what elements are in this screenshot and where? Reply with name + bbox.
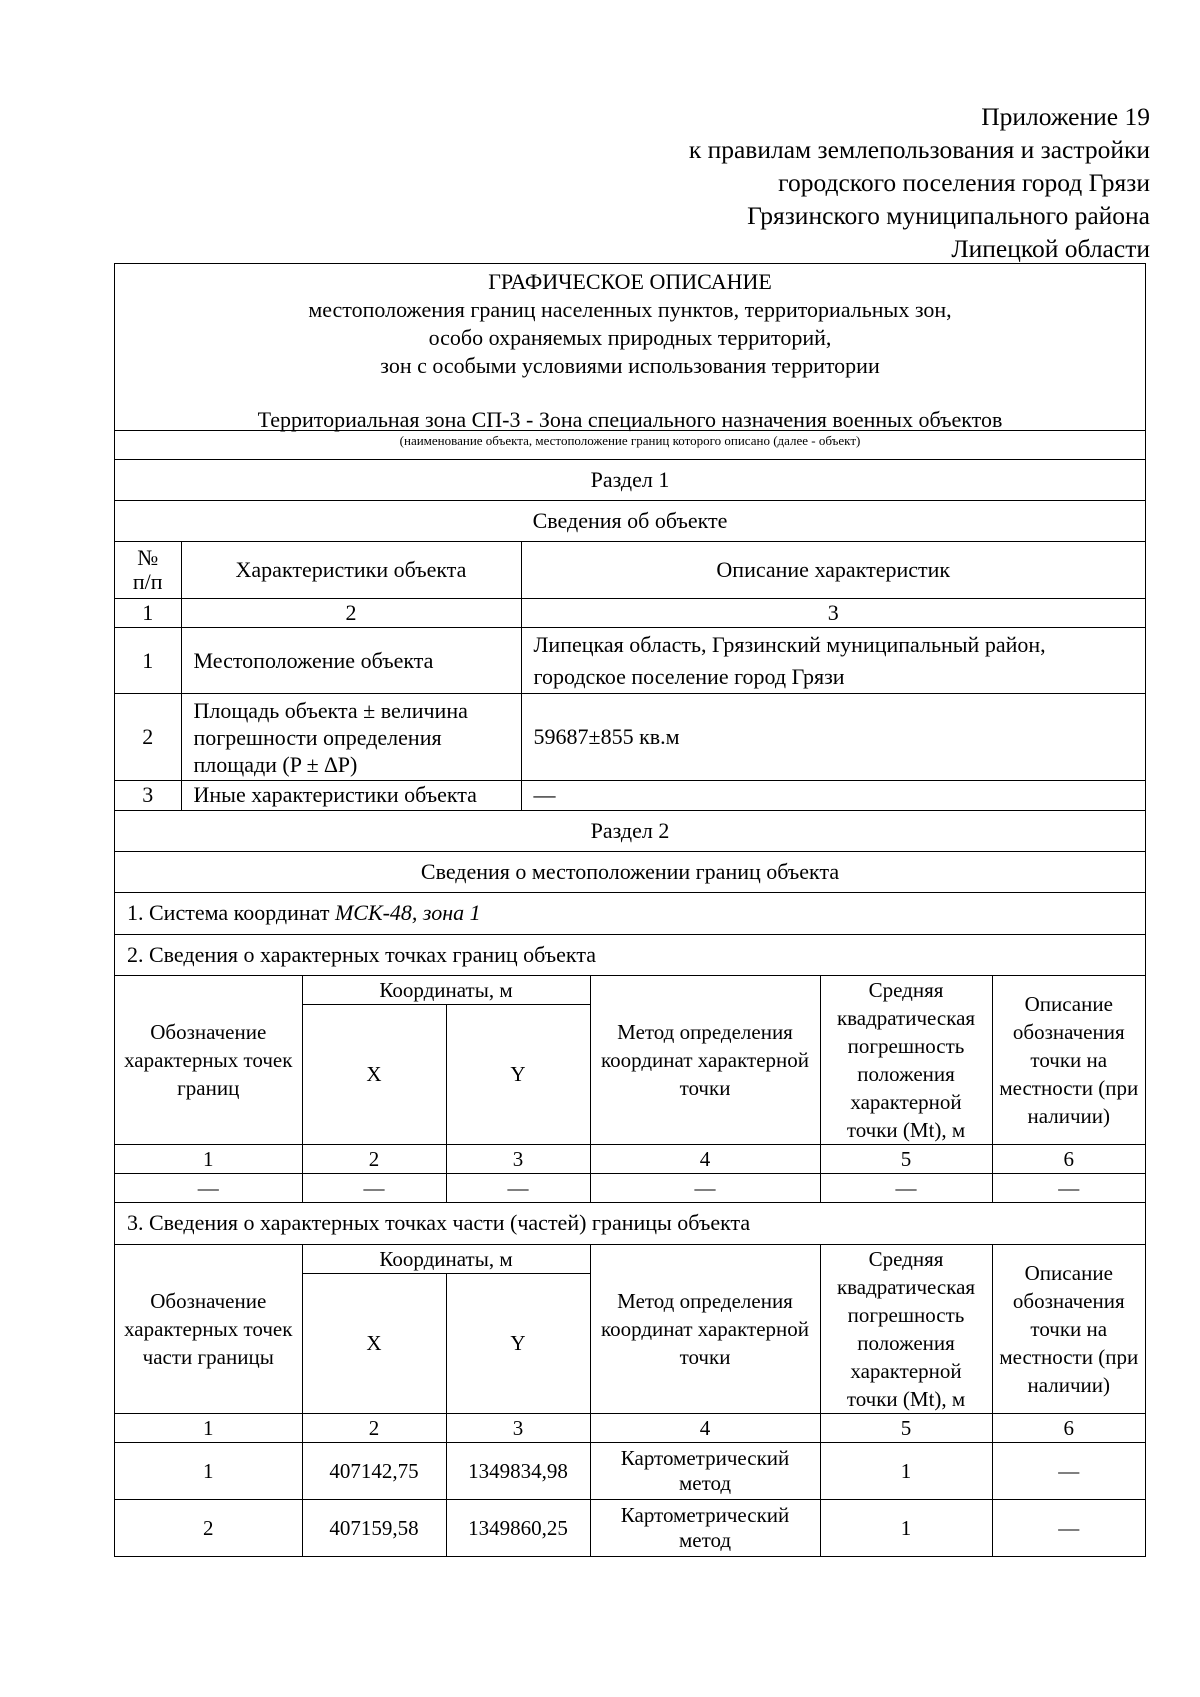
header-text: № п/п — [132, 545, 163, 594]
table-row — [115, 628, 1145, 694]
document-header — [115, 264, 1145, 430]
table-row — [115, 1499, 1145, 1556]
appendix-line: Грязинского муниципального района — [747, 201, 1150, 230]
header-x: X — [302, 1004, 446, 1144]
section2-subtitle: Сведения о местоположении границ объекта — [115, 851, 1145, 892]
header-coords: Координаты, м — [302, 975, 590, 1004]
row-name — [181, 694, 521, 781]
header-description: Описание обозначения точки на местности (при наличии) — [992, 975, 1145, 1144]
table-cell: Картометрический метод — [590, 1442, 820, 1499]
row-value-line: Липецкая область, Грязинский муниципальный район, — [533, 631, 1046, 657]
column-number: 2 — [181, 599, 521, 628]
column-number: 3 — [446, 1413, 590, 1442]
table-row — [115, 781, 1145, 810]
row-value: — — [521, 781, 1145, 810]
coordinate-system-line — [115, 892, 1145, 934]
appendix-line: к правилам землепользования и застройки — [688, 135, 1150, 164]
row-value-line: городское поселение город Грязи — [533, 663, 845, 689]
header-cell-char: Характеристики объекта — [181, 542, 521, 599]
column-number: 6 — [992, 1413, 1145, 1442]
column-number: 4 — [590, 1144, 820, 1173]
row-name-line: площади (P ± ∆P) — [193, 751, 358, 777]
parts-title: 3. Сведения о характерных точках части (частей) границы объекта — [127, 1209, 751, 1235]
table-cell: — — [992, 1499, 1145, 1556]
column-number: 4 — [590, 1413, 820, 1442]
header-error: Средняя квадратическая погрешность положения характерной точки (Mt), м — [820, 975, 992, 1144]
section2-title: Раздел 2 — [115, 810, 1145, 851]
row-name-line: Площадь объекта ± величина — [193, 697, 468, 723]
table-header-row — [115, 975, 1145, 1004]
document-frame — [114, 263, 1146, 1557]
row-name: Местоположение объекта — [181, 628, 521, 694]
table-row — [115, 1173, 1145, 1202]
table-row — [115, 1442, 1145, 1499]
table-cell: 1 — [820, 1442, 992, 1499]
section1-subtitle: Сведения об объекте — [115, 500, 1145, 541]
table-cell: — — [590, 1173, 820, 1202]
column-number: 2 — [302, 1413, 446, 1442]
table-cell: 1349860,25 — [446, 1499, 590, 1556]
row-number: 2 — [115, 694, 181, 781]
document-title: ГРАФИЧЕСКОЕ ОПИСАНИЕ — [488, 269, 772, 294]
column-number-row — [115, 1413, 1145, 1442]
column-number: 5 — [820, 1413, 992, 1442]
table-cell: 1 — [820, 1499, 992, 1556]
column-number: 1 — [115, 599, 181, 628]
header-coords: Координаты, м — [302, 1244, 590, 1273]
table-cell: — — [115, 1173, 302, 1202]
object-info-table — [115, 541, 1145, 810]
table-header-row — [115, 542, 1145, 599]
zone-caption: (наименование объекта, местоположение границ которого описано (далее - объект) — [115, 430, 1145, 459]
column-number: 2 — [302, 1144, 446, 1173]
appendix-line: Приложение 19 — [981, 102, 1150, 131]
header-method: Метод определения координат характерной точки — [590, 975, 820, 1144]
column-number: 3 — [446, 1144, 590, 1173]
appendix-line: городского поселения город Грязи — [778, 168, 1150, 197]
column-number: 5 — [820, 1144, 992, 1173]
boundary-points-table — [115, 975, 1145, 1203]
header-y: Y — [446, 1273, 590, 1413]
table-cell: 407142,75 — [302, 1442, 446, 1499]
header-subtitle: зон с особыми условиями использования территории — [380, 353, 880, 378]
boundary-parts-table — [115, 1244, 1145, 1557]
coordinate-system-value: МСК-48, зона 1 — [334, 899, 481, 925]
table-cell: 2 — [115, 1499, 302, 1556]
table-cell: — — [992, 1173, 1145, 1202]
coordinate-system-prefix: 1. Система координат — [127, 899, 335, 925]
table-cell: 1 — [115, 1442, 302, 1499]
row-number: 1 — [115, 628, 181, 694]
table-header-row — [115, 1244, 1145, 1273]
table-cell: — — [820, 1173, 992, 1202]
column-number: 1 — [115, 1144, 302, 1173]
row-value — [521, 628, 1145, 694]
table-cell: — — [446, 1173, 590, 1202]
header-method: Метод определения координат характерной точки — [590, 1244, 820, 1413]
table-cell: 407159,58 — [302, 1499, 446, 1556]
header-cell-num — [115, 542, 181, 599]
table-row — [115, 694, 1145, 781]
header-cell-desc: Описание характеристик — [521, 542, 1145, 599]
header-description: Описание обозначения точки на местности (при наличии) — [992, 1244, 1145, 1413]
column-number-row — [115, 599, 1145, 628]
appendix-line: Липецкой области — [951, 234, 1150, 263]
header-designation: Обозначение характерных точек части границы — [115, 1244, 302, 1413]
row-name-line: погрешности определения — [193, 724, 442, 750]
header-designation: Обозначение характерных точек границ — [115, 975, 302, 1144]
appendix-block — [689, 100, 1150, 265]
header-y: Y — [446, 1004, 590, 1144]
table-cell: — — [302, 1173, 446, 1202]
table-cell: 1349834,98 — [446, 1442, 590, 1499]
column-number: 6 — [992, 1144, 1145, 1173]
zone-name: Территориальная зона СП-3 - Зона специального назначения военных объектов — [257, 407, 1003, 432]
table-cell: Картометрический метод — [590, 1499, 820, 1556]
column-number: 3 — [521, 599, 1145, 628]
row-number: 3 — [115, 781, 181, 810]
section1-title: Раздел 1 — [115, 459, 1145, 500]
header-x: X — [302, 1273, 446, 1413]
row-name: Иные характеристики объекта — [181, 781, 521, 810]
table-cell: — — [992, 1442, 1145, 1499]
points-title: 2. Сведения о характерных точках границ объекта — [115, 934, 1145, 975]
column-number: 1 — [115, 1413, 302, 1442]
header-subtitle: местоположения границ населенных пунктов, территориальных зон, — [308, 297, 952, 322]
column-number-row — [115, 1144, 1145, 1173]
header-subtitle: особо охраняемых природных территорий, — [428, 325, 832, 350]
header-error: Средняя квадратическая погрешность положения характерной точки (Mt), м — [820, 1244, 992, 1413]
row-value: 59687±855 кв.м — [521, 694, 1145, 781]
